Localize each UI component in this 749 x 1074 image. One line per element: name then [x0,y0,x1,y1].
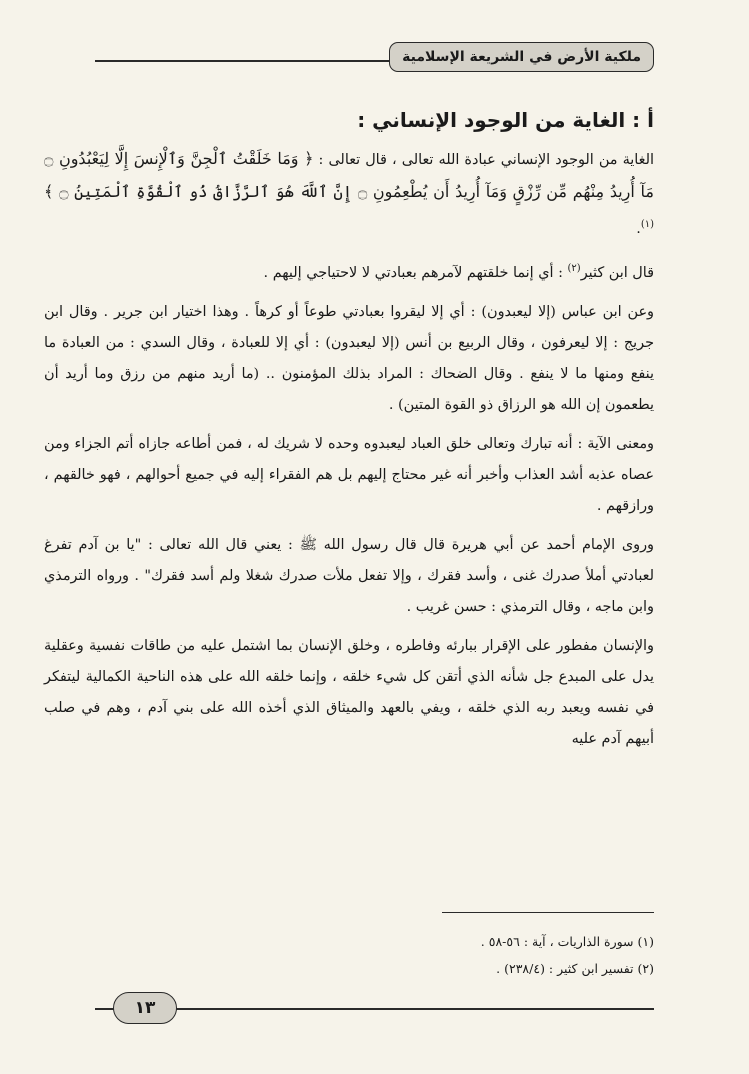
page-footer [95,992,654,1026]
quran-verse: ﴿ وَمَا خَلَقْتُ ٱلْجِنَّ وَٱلْإِنسَ إِلَّا لِيَعْبُدُونِ ۝ مَآ أُرِيدُ مِنْهُم مِّن رِّزْقٍ وَمَآ أُرِيدُ أَن يُطْعِمُونِ ۝ إِنَّ ٱللَّهَ هُوَ ٱلرَّزَّاقُ ذُو ٱلْقُوَّةِ ٱلْمَتِينُ ۝ ﴾ [44,149,654,201]
page-number: ١٣ [113,992,177,1024]
book-title: ملكية الأرض في الشريعة الإسلامية [389,42,654,72]
footnote-1: (١) سورة الذاريات ، آية : ٥٦-٥٨ . [480,934,654,949]
paragraph-2 [44,253,654,289]
paragraph-1 [44,143,654,245]
paragraph-4: ومعنى الآية : أنه تبارك وتعالى خلق العباد ليعبدوه وحده لا شريك له ، فمن أطاعه جازاه أتم الجزاء ومن عصاه عذبه أشد العذاب وأخبر أنه غير محتاج إليهم بل هم الفقراء إليه في جميع أحوالهم ، فهو خالقهم ، ورازقهم . [44,435,654,514]
footnote-2: (٢) تفسير ابن كثير : (٢٣٨/٤) . [496,961,654,976]
running-header [95,42,654,80]
section-heading: أ : الغاية من الوجود الإنساني : [357,108,654,132]
footnote-ref-1: (١) [640,219,654,230]
paragraph-1-text: الغاية من الوجود الإنساني عبادة الله تعالى ، قال تعالى : [313,152,654,168]
footer-rule [95,1008,654,1010]
paragraph-6: والإنسان مفطور على الإقرار ببارئه وفاطره ، وخلق الإنسان بما اشتمل عليه من طاقات نفسية وعقلية يدل على المبدع جل شأنه الذي أتقن كل شيء خلقه ، وإنما خلقه الله على هذه الناحية الكمالية ليتفكر في نفسه ويعبد ربه الذي خلقه ، ويفي بالعهد والميثاق الذي أخذه الله على بني آدم ، وهم في صلب أبيهم آدم عليه [44,637,654,747]
page-body [44,105,654,763]
footnote-divider [442,912,654,913]
paragraph-5: وروى الإمام أحمد عن أبي هريرة قال قال رسول الله ﷺ : يعني قال الله تعالى : "يا بن آدم تفرغ لعبادتي أملأ صدرك غنى ، وأسد فقرك ، وإلا تفعل ملأت صدرك شغلا ولم أسد فقرك" . ورواه الترمذي وابن ماجه ، وقال الترمذي : حسن غريب . [44,536,654,615]
footnote-ref-2: (٢) [567,262,581,274]
footnotes [44,928,654,982]
paragraph-2-rest: : أي إنما خلقتهم لآمرهم بعبادتي لا لاحتياجي إليهم . [263,264,568,281]
paragraph-3: وعن ابن عباس (إلا ليعبدون) : أي إلا ليقروا بعبادتي طوعاً أو كرهاً . وهذا اختيار ابن جرير . وقال ابن جريج : إلا ليعرفون ، وقال الربيع بن أنس (إلا ليعبدون) : أي إلا للعبادة ، وقال السدي : من العبادة ما ينفع ومنها ما لا ينفع . وقال الضحاك : المراد بذلك المؤمنون .. (ما أريد منهم من رزق وما أريد أن يطعمون إن الله هو الرزاق ذو القوة المتين) . [44,303,654,413]
paragraph-2-text: قال ابن كثير [580,264,654,281]
paragraph-1-end: . [636,220,641,237]
